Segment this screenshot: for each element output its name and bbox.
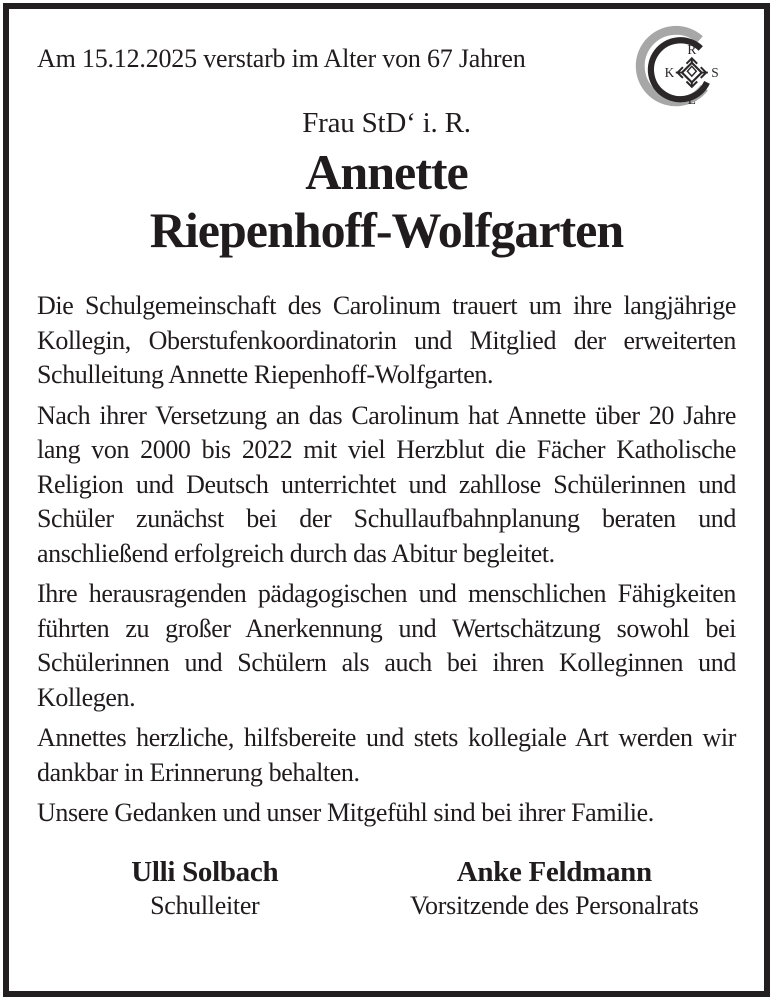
crest-letter-north: R bbox=[687, 41, 697, 57]
notice-frame bbox=[3, 3, 770, 997]
obituary-paragraph: Ihre herausragenden pädagogischen und menschlichen Fähigkeiten führten zu großer Anerkennung und Wertschätzung sowohl bei Schülerinnen und Schülern als auch bei ihren Kolleginnen und Kollegen. bbox=[37, 579, 736, 712]
death-announcement-line: Am 15.12.2025 verstarb im Alter von 67 Jahren bbox=[37, 44, 526, 73]
signatures-row bbox=[37, 855, 736, 923]
header-row bbox=[37, 15, 736, 115]
signer-name: Ulli Solbach bbox=[131, 855, 279, 888]
deceased-first-name: Annette bbox=[305, 144, 468, 200]
crest-letter-south: L bbox=[687, 91, 696, 107]
crest-letter-west: K bbox=[664, 65, 675, 81]
signature-block bbox=[37, 855, 373, 923]
signer-role: Vorsitzende des Personalrats bbox=[409, 890, 699, 920]
obituary-paragraph: Nach ihrer Versetzung an das Carolinum hat Annette über 20 Jahre lang von 2000 bis 2022 mit viel Herzblut die Fächer Katholische Religion und Deutsch unterrichtet und zahllose Schülerinnen und Schüler zunächst bei der Schullaufbahnplanung beraten und anschließend erfolgreich durch das Abitur begleitet. bbox=[37, 400, 736, 568]
signature-block bbox=[373, 855, 736, 923]
crest-letter-east: S bbox=[711, 65, 719, 81]
obituary-paragraph: Unsere Gedanken und unser Mitgefühl sind bei ihrer Familie. bbox=[37, 798, 654, 827]
deceased-name bbox=[37, 143, 736, 259]
school-crest-icon bbox=[632, 23, 732, 115]
signer-role: Schulleiter bbox=[150, 890, 260, 920]
obituary-paragraph: Annettes herzliche, hilfsbereite und stets kollegiale Art werden wir dankbar in Erinnerung behalten. bbox=[37, 723, 736, 787]
obituary-body bbox=[37, 289, 736, 831]
deceased-last-name: Riepenhoff-Wolfgarten bbox=[149, 202, 624, 258]
signer-name: Anke Feldmann bbox=[456, 855, 652, 888]
obituary-paragraph: Die Schulgemeinschaft des Carolinum trauert um ihre langjährige Kollegin, Oberstufenkoordinatorin und Mitglied der erweiterten Schulleitung Annette Riepenhoff-Wolfgarten. bbox=[37, 291, 736, 389]
honorific-title: Frau StD‘ i. R. bbox=[302, 107, 471, 139]
